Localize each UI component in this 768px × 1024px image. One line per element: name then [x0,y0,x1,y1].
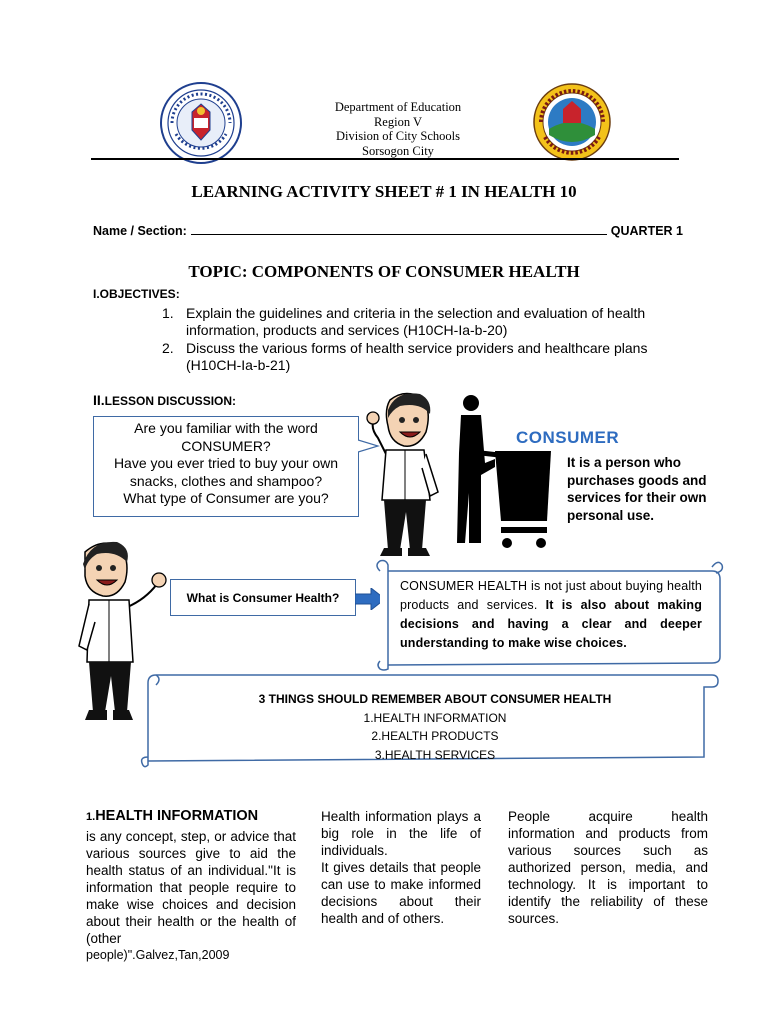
three-things-list [150,690,720,764]
objective-item [162,340,682,374]
header-divider [91,158,679,160]
column-paragraph: People acquire health information and products from various sources such as authorized person, media, and technology. It is important to identify the reliability of these sources. [508,809,708,926]
question-line: Are you familiar with the word [134,420,318,436]
middle-column [321,808,481,927]
question-box [93,416,359,517]
name-section-label: Name / Section: [93,224,187,238]
objectives-heading: I.OBJECTIVES: [93,287,180,301]
quarter-label: QUARTER 1 [610,224,683,238]
three-things-item: 1.HEALTH INFORMATION [363,710,507,725]
lesson-discussion-heading [93,392,236,408]
header-line-department: Department of Education [334,100,462,114]
question-line: What type of Consumer are you? [123,490,329,506]
heading-number: 1. [86,811,96,823]
objective-text: Explain the guidelines and criteria in the selection and evaluation of health information, products and services (H10CH-Ia-b-20) [186,305,646,338]
boy-cartoon-illustration [360,388,450,558]
three-things-title: 3 THINGS SHOULD REMEMBER ABOUT CONSUMER HEALTH [258,692,612,706]
column-paragraph: It gives details that people can use to make informed decisions about their health and of others. [321,860,481,926]
objective-text: Discuss the various forms of health service providers and healthcare plans (H10CH-Ia-b-21) [186,340,648,373]
consumer-definition: It is a person who purchases goods and services for their own personal use. [567,455,707,523]
consumer-health-text-bold: It is also about making decisions and having a clear and deeper understanding to make wise choices. [400,598,703,650]
health-information-heading [86,808,296,826]
what-is-consumer-health-box: What is Consumer Health? [170,579,356,616]
shopper-cart-icon [455,393,555,551]
objective-number: 2. [162,340,174,356]
consumer-health-explanation [400,577,702,653]
objective-number: 1. [162,305,174,321]
header-line-city: Sorsogon City [362,143,434,158]
sorsogon-division-seal-logo [533,83,611,161]
header-line-region: Region V [373,114,423,129]
lesson-heading-text: LESSON DISCUSSION: [104,394,237,408]
column-paragraph: Health information plays a big role in the life of individuals. [321,809,481,858]
three-things-item: 3.HEALTH SERVICES [374,747,496,762]
lesson-heading-number: II. [93,392,105,408]
heading-text: HEALTH INFORMATION [95,808,259,824]
topic-heading: TOPIC: COMPONENTS OF CONSUMER HEALTH [188,262,580,281]
objective-item [162,305,682,339]
right-column [508,808,708,927]
health-information-definition: is any concept, step, or advice that various sources give to aid the health status of an individual."It is information that people require to make wise choices and decision about their health or the health of (other [86,829,296,946]
health-information-column [86,808,296,964]
sheet-title: LEARNING ACTIVITY SHEET # 1 IN HEALTH 10 [191,182,577,201]
deped-seal-logo [160,82,242,164]
three-things-item: 2.HEALTH PRODUCTS [371,729,499,743]
header-line-division: Division of City Schools [336,129,460,143]
name-section-blank-line[interactable] [191,233,607,235]
header-address [270,100,526,158]
consumer-health-text-normal: CONSUMER HEALTH is not just about buying health products and services. [400,579,702,612]
question-line: Have you ever tried to buy your own [113,455,339,471]
name-section-row [93,224,683,238]
consumer-word-heading: CONSUMER [516,428,620,447]
question-line: snacks, clothes and shampoo? [129,472,323,489]
question-line: CONSUMER? [181,437,271,454]
citation: people)".Galvez,Tan,2009 [86,948,230,962]
